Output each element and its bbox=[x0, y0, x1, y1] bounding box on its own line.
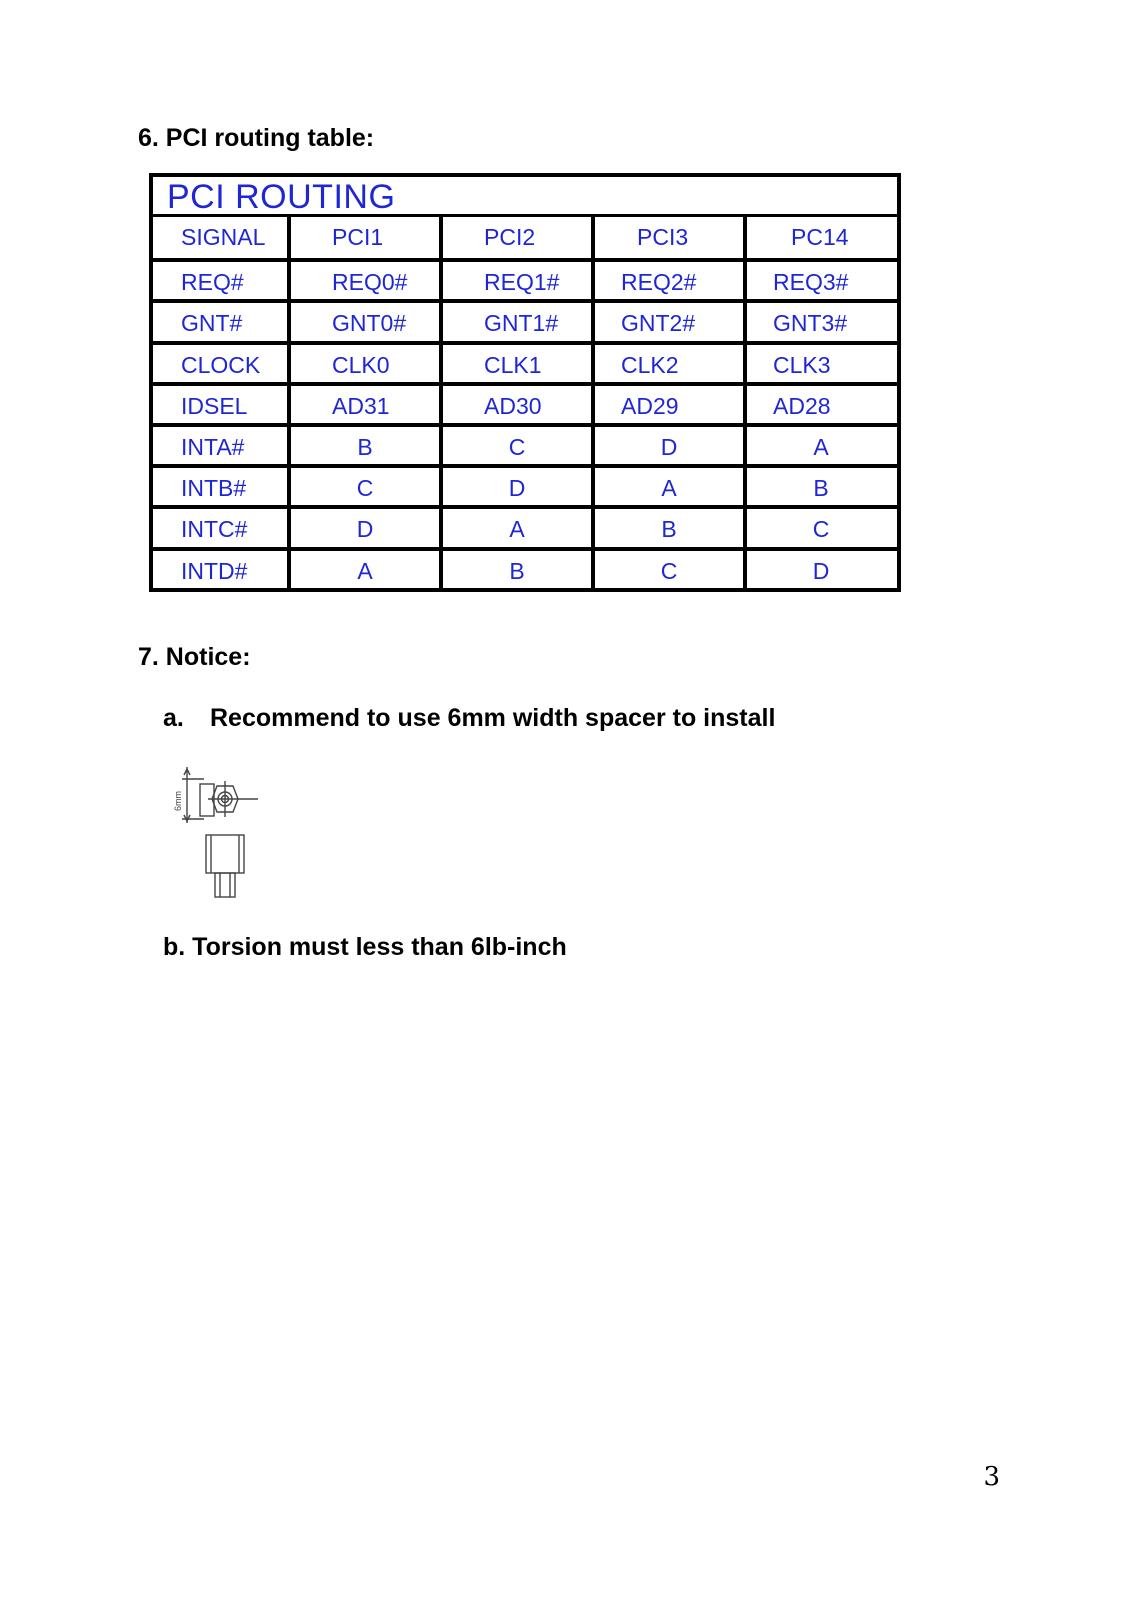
routing-value-cell: B bbox=[441, 547, 593, 588]
routing-signal-cell: REQ# bbox=[153, 258, 289, 299]
notice-item-a-text: Recommend to use 6mm width spacer to install bbox=[210, 704, 776, 732]
routing-value-cell: REQ0# bbox=[289, 258, 441, 299]
spacer-dimension-label: 6mm bbox=[173, 791, 183, 811]
routing-value-cell: CLK1 bbox=[441, 341, 593, 382]
section-7-heading: 7. Notice: bbox=[138, 643, 251, 671]
routing-value-cell: A bbox=[289, 547, 441, 588]
routing-value-cell: GNT1# bbox=[441, 299, 593, 340]
routing-signal-cell: INTC# bbox=[153, 505, 289, 546]
routing-value-cell: AD30 bbox=[441, 382, 593, 423]
routing-value-cell: CLK0 bbox=[289, 341, 441, 382]
routing-value-cell: PCI3 bbox=[637, 224, 689, 250]
routing-value-cell: B bbox=[593, 505, 745, 546]
notice-item-b: b. Torsion must less than 6lb-inch bbox=[163, 933, 567, 961]
routing-signal-cell: INTB# bbox=[153, 464, 289, 505]
routing-column-divider bbox=[287, 217, 291, 588]
routing-row bbox=[153, 341, 897, 382]
routing-signal-cell: IDSEL bbox=[153, 382, 289, 423]
notice-item-a-letter: a. bbox=[163, 704, 184, 732]
routing-value-cell: GNT3# bbox=[745, 299, 897, 340]
routing-row bbox=[153, 464, 897, 505]
routing-signal-cell: SIGNAL bbox=[181, 224, 266, 250]
routing-value-cell: D bbox=[745, 547, 897, 588]
routing-value-cell: B bbox=[289, 423, 441, 464]
routing-value-cell: D bbox=[289, 505, 441, 546]
routing-signal-cell: GNT# bbox=[153, 299, 289, 340]
routing-value-cell: GNT2# bbox=[593, 299, 745, 340]
routing-value-cell: PCI1 bbox=[332, 224, 384, 250]
routing-value-cell: AD29 bbox=[593, 382, 745, 423]
routing-signal-cell: CLOCK bbox=[153, 341, 289, 382]
routing-row bbox=[153, 299, 897, 340]
routing-value-cell: C bbox=[745, 505, 897, 546]
routing-row bbox=[153, 505, 897, 546]
routing-signal-cell: INTA# bbox=[153, 423, 289, 464]
routing-value-cell: B bbox=[745, 464, 897, 505]
routing-row bbox=[153, 423, 897, 464]
routing-value-cell: PC14 bbox=[791, 224, 849, 250]
routing-value-cell: GNT0# bbox=[289, 299, 441, 340]
routing-row bbox=[153, 382, 897, 423]
routing-value-cell: A bbox=[593, 464, 745, 505]
routing-value-cell: AD28 bbox=[745, 382, 897, 423]
routing-value-cell: A bbox=[441, 505, 593, 546]
routing-value-cell: D bbox=[441, 464, 593, 505]
page-number: 3 bbox=[983, 1462, 1000, 1492]
routing-row bbox=[153, 217, 897, 258]
routing-value-cell: C bbox=[289, 464, 441, 505]
notice-item-a bbox=[163, 704, 775, 733]
routing-value-cell: REQ2# bbox=[593, 258, 745, 299]
section-6-heading: 6. PCI routing table: bbox=[138, 124, 375, 152]
routing-row bbox=[153, 258, 897, 299]
routing-value-cell: A bbox=[745, 423, 897, 464]
pci-routing-table bbox=[149, 173, 901, 592]
spacer-drawing bbox=[170, 765, 262, 899]
routing-value-cell: D bbox=[593, 423, 745, 464]
routing-column-divider bbox=[439, 217, 443, 588]
routing-value-cell: REQ3# bbox=[745, 258, 897, 299]
routing-column-divider bbox=[591, 217, 595, 588]
routing-value-cell: REQ1# bbox=[441, 258, 593, 299]
routing-value-cell: C bbox=[441, 423, 593, 464]
pci-routing-grid bbox=[153, 217, 897, 588]
routing-column-divider bbox=[743, 217, 747, 588]
routing-value-cell: PCI2 bbox=[484, 224, 536, 250]
routing-value-cell: CLK3 bbox=[745, 341, 897, 382]
pci-routing-title: PCI ROUTING bbox=[153, 177, 897, 217]
routing-row bbox=[153, 547, 897, 588]
routing-value-cell: C bbox=[593, 547, 745, 588]
routing-value-cell: CLK2 bbox=[593, 341, 745, 382]
routing-signal-cell: INTD# bbox=[153, 547, 289, 588]
routing-value-cell: AD31 bbox=[289, 382, 441, 423]
